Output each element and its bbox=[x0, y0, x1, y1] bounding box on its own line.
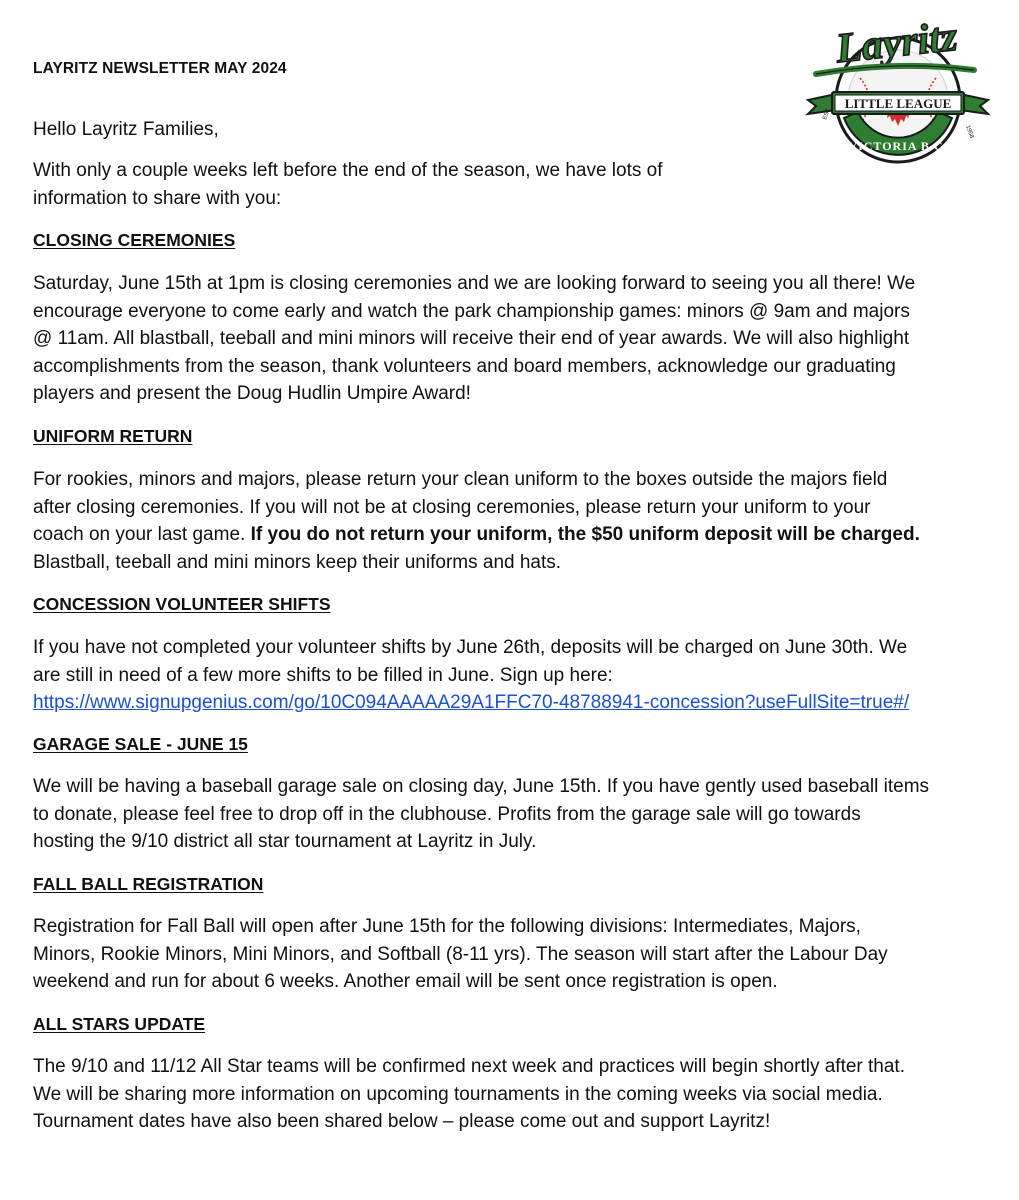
layritz-little-league-logo bbox=[798, 8, 998, 168]
greeting: Hello Layritz Families, bbox=[33, 119, 219, 140]
paragraph-line: The 9/10 and 11/12 All Star teams will be confirmed next week and practices will begin shortly after that. bbox=[33, 1056, 905, 1077]
garage-sale-paragraph bbox=[33, 773, 983, 856]
heading-fall-ball-registration: FALL BALL REGISTRATION bbox=[33, 874, 264, 894]
paragraph-line: We will be having a baseball garage sale on closing day, June 15th. If you have gently used baseball items bbox=[33, 776, 930, 797]
paragraph-line: Tournament dates have also been shared below – please come out and support Layritz! bbox=[33, 1111, 771, 1132]
intro-line: information to share with you: bbox=[33, 187, 282, 209]
paragraph-line: If you have not completed your volunteer shifts by June 26th, deposits will be charged on June 30th. We bbox=[33, 637, 908, 658]
heading-all-stars-update: ALL STARS UPDATE bbox=[33, 1014, 206, 1034]
signup-link[interactable]: https://www.signupgenius.com/go/10C094AAAAA29A1FFC70-48788941-concession?useFullSite=true#/ bbox=[33, 692, 910, 713]
banner-text: LITTLE LEAGUE bbox=[844, 96, 952, 111]
paragraph-line: Blastball, teeball and mini minors keep their uniforms and hats. bbox=[33, 551, 562, 573]
deposit-warning: If you do not return your uniform, the $50 uniform deposit will be charged. bbox=[250, 524, 920, 545]
fall-ball-paragraph bbox=[33, 913, 983, 996]
paragraph-line: @ 11am. All blastball, teeball and mini minors will receive their end of year awards. We will also highlight bbox=[33, 328, 910, 349]
paragraph-line: are still in need of a few more shifts to be filled in June. Sign up here: bbox=[33, 664, 613, 686]
closing-ceremonies-paragraph bbox=[33, 270, 983, 408]
paragraph-line: accomplishments from the season, thank volunteers and board members, acknowledge our graduating bbox=[33, 355, 896, 377]
concession-paragraph bbox=[33, 634, 983, 717]
heading-garage-sale: GARAGE SALE - JUNE 15 bbox=[33, 734, 248, 754]
heading-uniform-return: UNIFORM RETURN bbox=[33, 426, 193, 446]
paragraph-line: For rookies, minors and majors, please return your clean uniform to the boxes outside the majors field bbox=[33, 469, 888, 490]
paragraph-line: players and present the Doug Hudlin Umpire Award! bbox=[33, 383, 471, 404]
paragraph-line: weekend and run for about 6 weeks. Another email will be sent once registration is open. bbox=[33, 971, 778, 992]
est-text: EST bbox=[822, 107, 832, 121]
uniform-return-paragraph bbox=[33, 466, 983, 576]
logo-wordmark: Layritz bbox=[833, 13, 960, 73]
intro-line: With only a couple weeks left before the end of the season, we have lots of bbox=[33, 160, 663, 181]
paragraph-line: encourage everyone to come early and watch the park championship games: minors @ 9am and majors bbox=[33, 300, 910, 322]
heading-concession-volunteer-shifts: CONCESSION VOLUNTEER SHIFTS bbox=[33, 594, 331, 614]
paragraph-line: Minors, Rookie Minors, Mini Minors, and Softball (8-11 yrs). The season will start after the Labour Day bbox=[33, 943, 888, 965]
paragraph-line: hosting the 9/10 district all star tournament at Layritz in July. bbox=[33, 831, 537, 852]
year-text: 1958 bbox=[964, 124, 975, 140]
heading-closing-ceremonies: CLOSING CEREMONIES bbox=[33, 230, 236, 250]
paragraph-line: Registration for Fall Ball will open after June 15th for the following divisions: Intermediates, Majors, bbox=[33, 916, 861, 937]
paragraph-line: We will be sharing more information on upcoming tournaments in the coming weeks via social media. bbox=[33, 1083, 883, 1105]
newsletter-title: LAYRITZ NEWSLETTER MAY 2024 bbox=[33, 60, 287, 77]
all-stars-paragraph bbox=[33, 1053, 983, 1136]
paragraph-line: Saturday, June 15th at 1pm is closing ceremonies and we are looking forward to seeing you all there! We bbox=[33, 273, 916, 294]
paragraph-line: to donate, please feel free to drop off in the clubhouse. Profits from the garage sale will go towards bbox=[33, 803, 861, 825]
paragraph-line: coach on your last game. bbox=[33, 524, 251, 545]
paragraph-line: after closing ceremonies. If you will not be at closing ceremonies, please return your uniform to your bbox=[33, 496, 871, 518]
location-text: VICTORIA B.C. bbox=[848, 139, 948, 153]
